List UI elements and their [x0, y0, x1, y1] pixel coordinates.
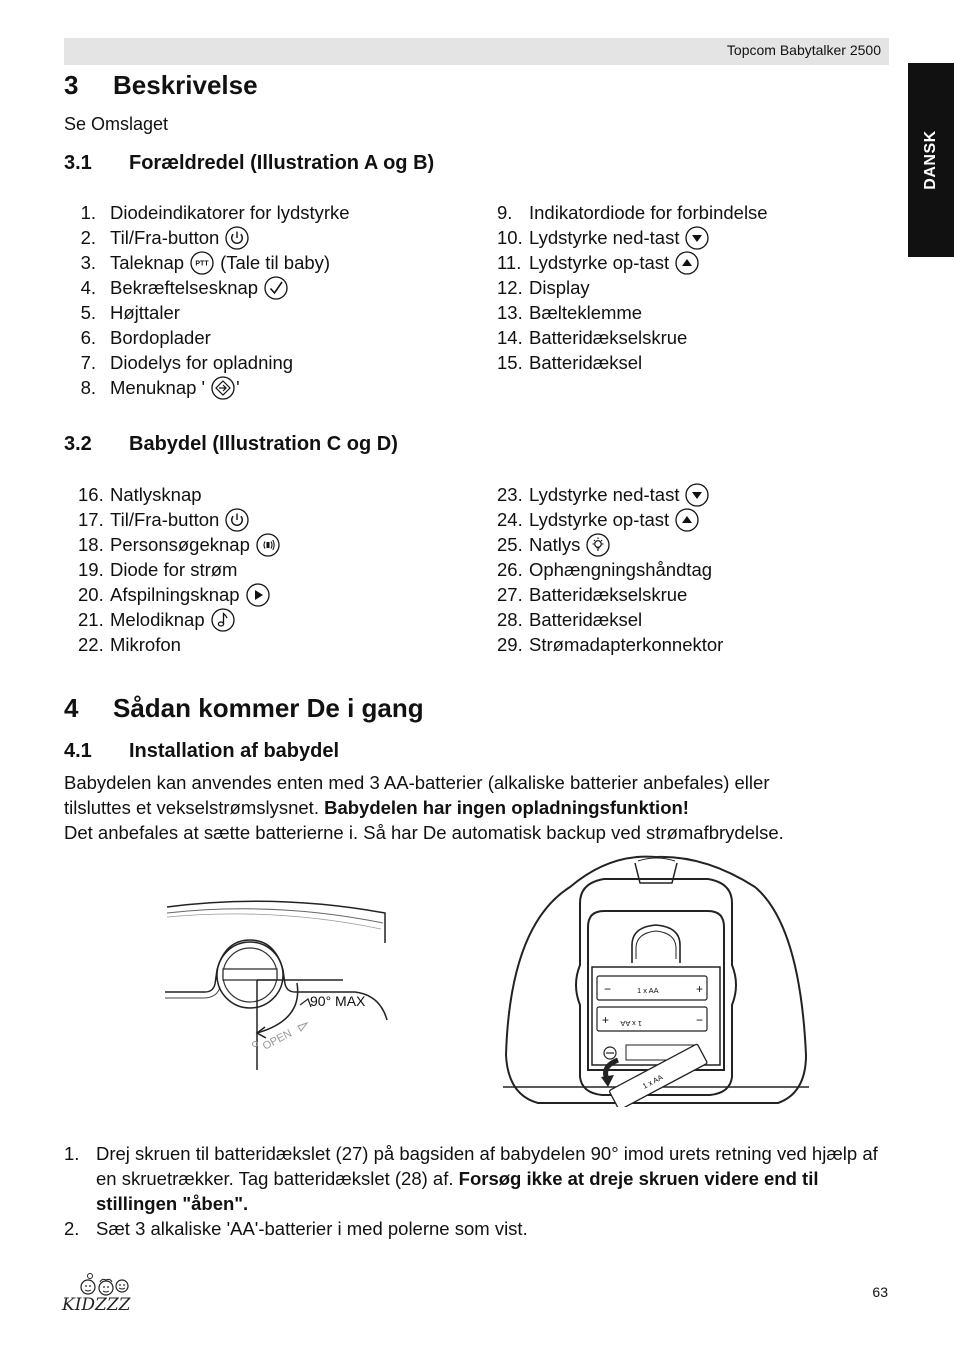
warning-text: Babydelen har ingen opladningsfunktion!	[324, 797, 689, 818]
item-number: 27.	[497, 584, 523, 605]
battery-compartment-illustration	[500, 855, 812, 1107]
max-angle-label: 90° MAX	[310, 993, 366, 1009]
step-1	[64, 1141, 884, 1216]
list-item	[497, 250, 768, 275]
section-number: 3	[64, 70, 79, 100]
paragraph-text: tilsluttes et vekselstrømslysnet.	[64, 797, 325, 818]
step-2	[64, 1216, 884, 1241]
list-item	[497, 582, 723, 607]
section-title: Sådan kommer De i gang	[113, 693, 424, 723]
list-item	[497, 482, 723, 507]
item-label: Batteridækselskrue	[529, 327, 688, 348]
list-item	[497, 507, 723, 532]
step-text: Sæt 3 alkaliske 'AA'-batterier i med polerne som vist.	[96, 1218, 528, 1239]
item-number: 4.	[80, 277, 96, 298]
section-number: 4	[64, 693, 79, 723]
svg-text:PTT: PTT	[195, 260, 209, 267]
list-item	[497, 275, 768, 300]
light-bulb-icon	[586, 533, 610, 557]
battery-label-1: 1 x AA	[637, 986, 659, 995]
step-number: 1.	[64, 1143, 80, 1164]
down-arrow-icon	[685, 483, 709, 507]
item-label: Display	[529, 277, 590, 298]
item-label: Lydstyrke op-tast	[529, 252, 670, 273]
baby-unit-parts-list-left	[78, 482, 280, 657]
power-icon	[225, 226, 249, 250]
item-number: 13.	[497, 302, 523, 323]
check-icon	[264, 276, 288, 300]
down-arrow-icon	[685, 226, 709, 250]
item-number: 14.	[497, 327, 523, 348]
item-label: Ophængningshåndtag	[529, 559, 713, 580]
list-item	[497, 607, 723, 632]
item-label: Personsøgeknap	[110, 534, 250, 555]
battery-minus-1: −	[604, 982, 612, 996]
list-item	[78, 532, 280, 557]
item-label: Diodeindikatorer for lydstyrke	[110, 202, 350, 223]
item-number: 18.	[78, 534, 104, 555]
list-item	[64, 275, 350, 300]
section-title: Beskrivelse	[113, 70, 258, 100]
subsection-3-1-heading	[64, 152, 434, 175]
list-item	[78, 582, 280, 607]
list-item	[78, 482, 280, 507]
language-tab-label: DANSK	[922, 130, 939, 190]
item-number: 1.	[80, 202, 96, 223]
item-number: 9.	[497, 202, 513, 223]
up-arrow-icon	[675, 251, 699, 275]
item-label: Melodiknap	[110, 609, 205, 630]
list-item	[497, 350, 768, 375]
step-warning: Forsøg ikke at dreje skruen videre end til stillingen "åben".	[96, 1168, 819, 1214]
paragraph-line	[64, 795, 784, 820]
subsection-number: 4.1	[64, 740, 92, 762]
item-label: Lydstyrke ned-tast	[529, 484, 680, 505]
paragraph-line: Det anbefales at sætte batterierne i. Så har De automatisk backup ved strømafbrydelse.	[64, 822, 784, 843]
music-note-icon	[211, 608, 235, 632]
battery-plus-1: +	[696, 982, 704, 996]
item-label: Batteridæksel	[529, 609, 643, 630]
item-number: 20.	[78, 584, 104, 605]
language-tab	[908, 63, 954, 257]
subsection-3-2-heading	[64, 433, 398, 456]
play-icon	[246, 583, 270, 607]
item-number: 12.	[497, 277, 523, 298]
item-number: 16.	[78, 484, 104, 505]
document-title: Topcom Babytalker 2500	[726, 42, 881, 58]
item-suffix: (Tale til baby)	[220, 252, 331, 273]
section-3-intro: Se Omslaget	[64, 114, 169, 134]
item-label: Natlys	[529, 534, 581, 555]
parent-unit-parts-list-right	[497, 200, 768, 375]
step-text: Drej skruen til batteridækslet (27) på bagsiden af babydelen 90° imod urets retning ved hjælp af en skruetrækker. Tag batteridækslet (28) af.	[96, 1143, 878, 1189]
list-item	[64, 375, 350, 400]
item-number: 3.	[80, 252, 96, 273]
header-bar	[64, 38, 889, 65]
battery-label-3: 1 x AA	[640, 1072, 665, 1091]
list-item	[497, 300, 768, 325]
battery-label-2: 1 x AA	[620, 1019, 642, 1028]
list-item	[64, 200, 350, 225]
parent-unit-parts-list-left	[64, 200, 350, 400]
item-label: Til/Fra-button	[110, 509, 220, 530]
paragraph-line: Babydelen kan anvendes enten med 3 AA-batterier (alkaliske batterier anbefales) eller	[64, 772, 770, 793]
section-3-heading	[64, 70, 258, 101]
ptt-icon	[190, 251, 214, 275]
item-number: 7.	[80, 352, 96, 373]
item-label: Natlysknap	[110, 484, 202, 505]
list-item	[497, 632, 723, 657]
step-number: 2.	[64, 1218, 80, 1239]
item-number: 22.	[78, 634, 104, 655]
item-number: 11.	[497, 252, 522, 273]
list-item	[64, 225, 350, 250]
subsection-number: 3.2	[64, 433, 92, 455]
item-label: Højttaler	[110, 302, 180, 323]
item-label: Batteridæksel	[529, 352, 643, 373]
list-item	[78, 557, 280, 582]
item-label: Bekræftelsesknap	[110, 277, 259, 298]
subsection-title: Installation af babydel	[129, 740, 340, 762]
subsection-title: Babydel (Illustration C og D)	[129, 433, 398, 455]
list-item	[78, 632, 280, 657]
list-item	[497, 225, 768, 250]
section-4-heading	[64, 693, 424, 724]
list-item	[497, 557, 723, 582]
list-item	[497, 200, 768, 225]
subsection-title: Forældredel (Illustration A og B)	[129, 152, 435, 174]
item-number: 17.	[78, 509, 104, 530]
item-number: 25.	[497, 534, 523, 555]
up-arrow-icon	[675, 508, 699, 532]
battery-minus-2: −	[696, 1013, 704, 1027]
item-number: 28.	[497, 609, 523, 630]
item-label: Taleknap	[110, 252, 185, 273]
list-item	[64, 350, 350, 375]
item-number: 5.	[80, 302, 96, 323]
list-item	[78, 507, 280, 532]
list-item	[497, 325, 768, 350]
subsection-4-1-heading	[64, 740, 339, 763]
item-suffix: '	[236, 377, 240, 398]
subsection-number: 3.1	[64, 152, 92, 174]
installation-steps	[64, 1141, 884, 1241]
item-label: Indikatordiode for forbindelse	[529, 202, 768, 223]
item-label: Lydstyrke op-tast	[529, 509, 670, 530]
item-number: 19.	[78, 559, 104, 580]
item-label: Diode for strøm	[110, 559, 238, 580]
kidzzz-logo	[60, 1272, 136, 1316]
item-label: Mikrofon	[110, 634, 181, 655]
pager-icon	[256, 533, 280, 557]
item-number: 24.	[497, 509, 523, 530]
menu-icon	[211, 376, 235, 400]
list-item	[64, 300, 350, 325]
item-label: Batteridækselskrue	[529, 584, 688, 605]
item-number: 15.	[497, 352, 523, 373]
item-label: Bordoplader	[110, 327, 211, 348]
screw-rotation-illustration	[165, 895, 390, 1075]
power-icon	[225, 508, 249, 532]
list-item	[497, 532, 723, 557]
item-label: Diodelys for opladning	[110, 352, 294, 373]
item-label: Strømadapterkonnektor	[529, 634, 724, 655]
installation-paragraph	[64, 770, 784, 845]
item-number: 23.	[497, 484, 523, 505]
item-number: 6.	[80, 327, 96, 348]
logo-text: KIDZZZ	[62, 1295, 131, 1315]
battery-plus-2: +	[602, 1013, 610, 1027]
item-number: 26.	[497, 559, 523, 580]
item-label: Afspilningsknap	[110, 584, 240, 605]
item-label: Bælteklemme	[529, 302, 643, 323]
page-number: 63	[872, 1284, 888, 1300]
item-number: 29.	[497, 634, 523, 655]
item-label: Til/Fra-button	[110, 227, 220, 248]
baby-unit-parts-list-right	[497, 482, 723, 657]
list-item	[64, 250, 350, 275]
item-number: 10.	[497, 227, 523, 248]
list-item	[64, 325, 350, 350]
item-label: Menuknap '	[110, 377, 206, 398]
item-label: Lydstyrke ned-tast	[529, 227, 680, 248]
list-item	[78, 607, 280, 632]
item-number: 2.	[80, 227, 96, 248]
open-label: OPEN	[260, 1027, 294, 1053]
item-number: 21.	[78, 609, 104, 630]
item-number: 8.	[80, 377, 96, 398]
